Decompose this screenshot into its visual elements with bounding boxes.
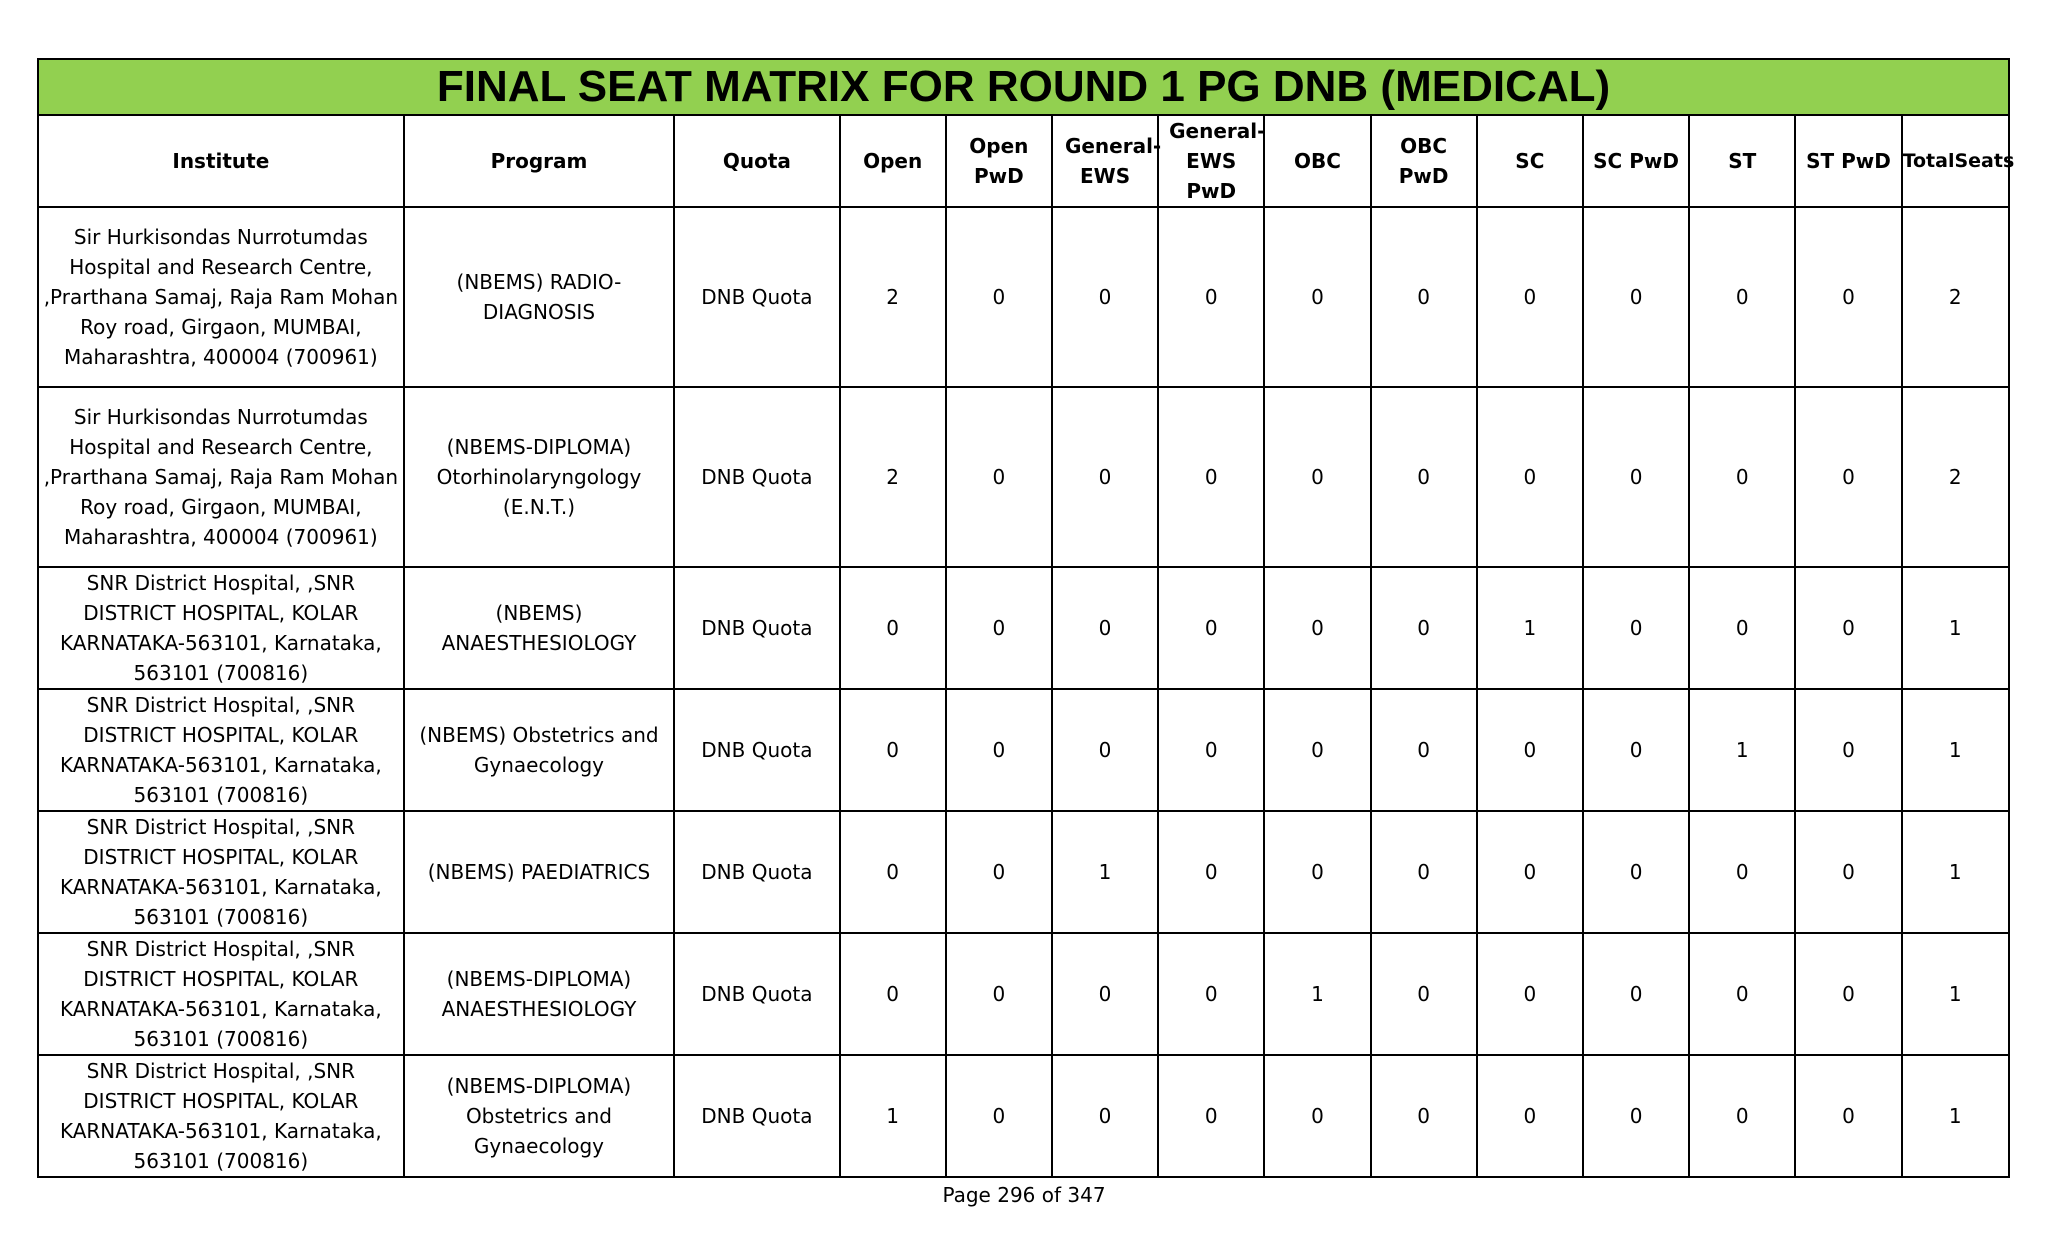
program-cell: (NBEMS) Obstetrics and Gynaecology: [404, 689, 675, 811]
quota-cell: DNB Quota: [674, 567, 839, 689]
st-pwd-cell: 0: [1795, 207, 1901, 387]
obc-cell: 1: [1264, 933, 1370, 1055]
general-ews-pwd-cell: 0: [1158, 207, 1264, 387]
open-pwd-cell: 0: [946, 1055, 1052, 1177]
sc-cell: 0: [1477, 933, 1583, 1055]
open-cell: 0: [840, 933, 946, 1055]
institute-cell: SNR District Hospital, ,SNR DISTRICT HOSPITAL, KOLAR KARNATAKA-563101, Karnataka, 563101 (700816): [38, 567, 404, 689]
st-pwd-cell: 0: [1795, 933, 1901, 1055]
table-row: [38, 689, 2009, 811]
total-seats-cell: 1: [1902, 1055, 2009, 1177]
sc-pwd-cell: 0: [1583, 207, 1689, 387]
sc-cell: 0: [1477, 1055, 1583, 1177]
obc-pwd-cell: 0: [1371, 811, 1477, 933]
institute-cell: SNR District Hospital, ,SNR DISTRICT HOSPITAL, KOLAR KARNATAKA-563101, Karnataka, 563101 (700816): [38, 811, 404, 933]
open-cell: 0: [840, 567, 946, 689]
sc-pwd-cell: 0: [1583, 811, 1689, 933]
column-header-quota: Quota: [674, 115, 839, 207]
general-ews-pwd-cell: 0: [1158, 567, 1264, 689]
st-cell: 0: [1689, 387, 1795, 567]
table-row: [38, 207, 2009, 387]
obc-pwd-cell: 0: [1371, 689, 1477, 811]
general-ews-cell: 0: [1052, 567, 1158, 689]
st-cell: 0: [1689, 207, 1795, 387]
column-header-st: ST: [1689, 115, 1795, 207]
table-row: [38, 567, 2009, 689]
page-number: Page 296 of 347: [942, 1183, 1106, 1207]
column-header-obc-pwd: OBC PwD: [1371, 115, 1477, 207]
st-pwd-cell: 0: [1795, 387, 1901, 567]
obc-cell: 0: [1264, 689, 1370, 811]
column-header-obc: OBC: [1264, 115, 1370, 207]
program-cell: (NBEMS) PAEDIATRICS: [404, 811, 675, 933]
table-row: [38, 933, 2009, 1055]
general-ews-cell: 0: [1052, 1055, 1158, 1177]
institute-cell: SNR District Hospital, ,SNR DISTRICT HOSPITAL, KOLAR KARNATAKA-563101, Karnataka, 563101 (700816): [38, 689, 404, 811]
obc-pwd-cell: 0: [1371, 387, 1477, 567]
open-cell: 0: [840, 689, 946, 811]
column-header-open-pwd: Open PwD: [946, 115, 1052, 207]
general-ews-pwd-cell: 0: [1158, 1055, 1264, 1177]
table-row: [38, 1055, 2009, 1177]
open-cell: 0: [840, 811, 946, 933]
program-cell: (NBEMS) ANAESTHESIOLOGY: [404, 567, 675, 689]
open-pwd-cell: 0: [946, 811, 1052, 933]
institute-cell: Sir Hurkisondas Nurrotumdas Hospital and Research Centre, ,Prarthana Samaj, Raja Ram Mohan Roy road, Girgaon, MUMBAI, Maharashtra, 400004 (700961): [38, 207, 404, 387]
sc-pwd-cell: 0: [1583, 933, 1689, 1055]
obc-pwd-cell: 0: [1371, 933, 1477, 1055]
st-pwd-cell: 0: [1795, 811, 1901, 933]
general-ews-pwd-cell: 0: [1158, 689, 1264, 811]
column-header-sc-pwd: SC PwD: [1583, 115, 1689, 207]
obc-cell: 0: [1264, 567, 1370, 689]
sc-cell: 0: [1477, 207, 1583, 387]
program-cell: (NBEMS-DIPLOMA) Obstetrics and Gynaecology: [404, 1055, 675, 1177]
quota-cell: DNB Quota: [674, 1055, 839, 1177]
st-pwd-cell: 0: [1795, 1055, 1901, 1177]
st-cell: 0: [1689, 933, 1795, 1055]
general-ews-pwd-cell: 0: [1158, 933, 1264, 1055]
general-ews-pwd-cell: 0: [1158, 811, 1264, 933]
st-cell: 0: [1689, 1055, 1795, 1177]
obc-pwd-cell: 0: [1371, 207, 1477, 387]
institute-cell: SNR District Hospital, ,SNR DISTRICT HOSPITAL, KOLAR KARNATAKA-563101, Karnataka, 563101 (700816): [38, 933, 404, 1055]
table-row: [38, 387, 2009, 567]
column-header-st-pwd: ST PwD: [1795, 115, 1901, 207]
sc-pwd-cell: 0: [1583, 1055, 1689, 1177]
st-pwd-cell: 0: [1795, 567, 1901, 689]
obc-cell: 0: [1264, 811, 1370, 933]
table-title: FINAL SEAT MATRIX FOR ROUND 1 PG DNB (MEDICAL): [38, 59, 2009, 115]
sc-pwd-cell: 0: [1583, 387, 1689, 567]
table-row: [38, 811, 2009, 933]
sc-cell: 0: [1477, 689, 1583, 811]
quota-cell: DNB Quota: [674, 387, 839, 567]
general-ews-cell: 1: [1052, 811, 1158, 933]
program-cell: (NBEMS) RADIO-DIAGNOSIS: [404, 207, 675, 387]
sc-pwd-cell: 0: [1583, 567, 1689, 689]
general-ews-pwd-cell: 0: [1158, 387, 1264, 567]
open-pwd-cell: 0: [946, 207, 1052, 387]
column-header-institute: Institute: [38, 115, 404, 207]
seat-matrix-sheet: [37, 58, 2015, 1178]
seat-matrix-table: [37, 58, 2015, 1178]
quota-cell: DNB Quota: [674, 207, 839, 387]
st-cell: 0: [1689, 811, 1795, 933]
program-cell: (NBEMS-DIPLOMA) ANAESTHESIOLOGY: [404, 933, 675, 1055]
open-pwd-cell: 0: [946, 689, 1052, 811]
quota-cell: DNB Quota: [674, 933, 839, 1055]
total-seats-cell: 2: [1902, 207, 2009, 387]
general-ews-cell: 0: [1052, 933, 1158, 1055]
total-seats-cell: 2: [1902, 387, 2009, 567]
total-seats-cell: 1: [1902, 567, 2009, 689]
st-pwd-cell: 0: [1795, 689, 1901, 811]
open-cell: 2: [840, 207, 946, 387]
obc-cell: 0: [1264, 207, 1370, 387]
column-header-open: Open: [840, 115, 946, 207]
total-seats-cell: 1: [1902, 689, 2009, 811]
sc-cell: 1: [1477, 567, 1583, 689]
quota-cell: DNB Quota: [674, 811, 839, 933]
obc-cell: 0: [1264, 387, 1370, 567]
open-pwd-cell: 0: [946, 387, 1052, 567]
column-header-program: Program: [404, 115, 675, 207]
open-cell: 1: [840, 1055, 946, 1177]
sc-cell: 0: [1477, 387, 1583, 567]
general-ews-cell: 0: [1052, 689, 1158, 811]
sc-pwd-cell: 0: [1583, 689, 1689, 811]
st-cell: 1: [1689, 689, 1795, 811]
institute-cell: Sir Hurkisondas Nurrotumdas Hospital and Research Centre, ,Prarthana Samaj, Raja Ram Mohan Roy road, Girgaon, MUMBAI, Maharashtra, 400004 (700961): [38, 387, 404, 567]
general-ews-cell: 0: [1052, 207, 1158, 387]
column-header-total-seats: TotalSeats: [1902, 115, 2009, 207]
obc-pwd-cell: 0: [1371, 567, 1477, 689]
column-header-sc: SC: [1477, 115, 1583, 207]
open-pwd-cell: 0: [946, 933, 1052, 1055]
obc-pwd-cell: 0: [1371, 1055, 1477, 1177]
st-cell: 0: [1689, 567, 1795, 689]
column-header-general-ews: General-EWS: [1052, 115, 1158, 207]
total-seats-cell: 1: [1902, 811, 2009, 933]
open-pwd-cell: 0: [946, 567, 1052, 689]
program-cell: (NBEMS-DIPLOMA) Otorhinolaryngology (E.N.T.): [404, 387, 675, 567]
obc-cell: 0: [1264, 1055, 1370, 1177]
column-header-general-ews-pwd: General-EWS PwD: [1158, 115, 1264, 207]
open-cell: 2: [840, 387, 946, 567]
sc-cell: 0: [1477, 811, 1583, 933]
quota-cell: DNB Quota: [674, 689, 839, 811]
institute-cell: SNR District Hospital, ,SNR DISTRICT HOSPITAL, KOLAR KARNATAKA-563101, Karnataka, 563101 (700816): [38, 1055, 404, 1177]
general-ews-cell: 0: [1052, 387, 1158, 567]
total-seats-cell: 1: [1902, 933, 2009, 1055]
